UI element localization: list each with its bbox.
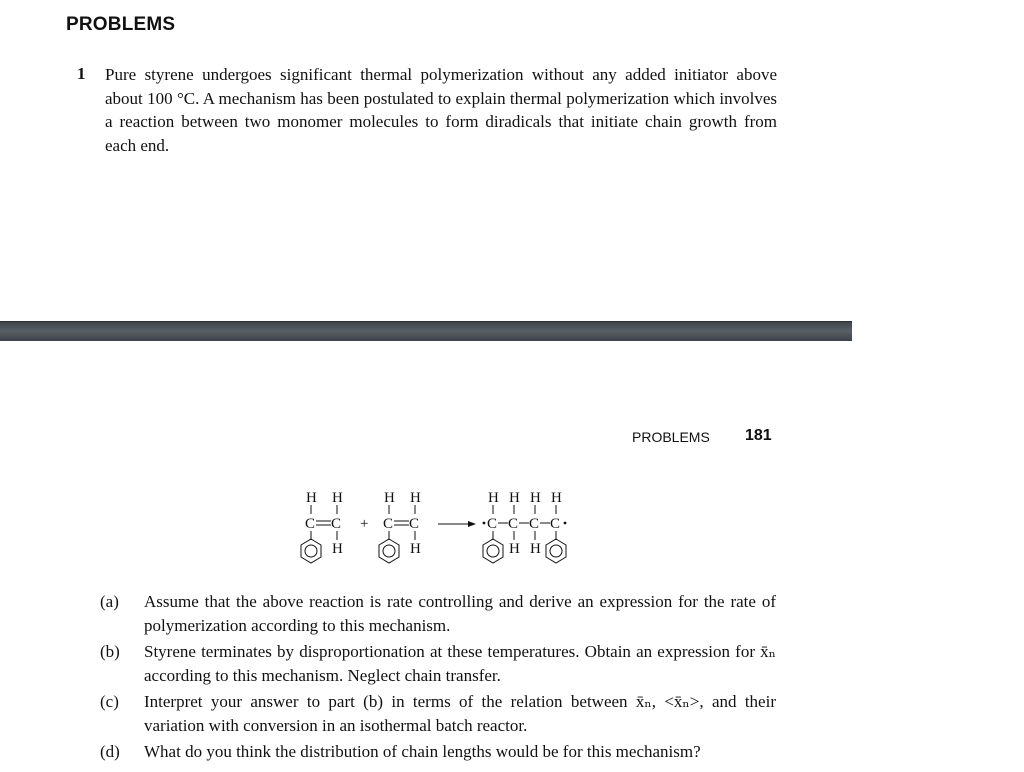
atom-h: H — [488, 490, 499, 506]
problem-text: Pure styrene undergoes significant thermal polymerization without any added initiator above about 100 °C. A mechanism has been postulated to explain thermal polymerization which involves a reaction between two monomer molecules to form diradicals that initiate chain growth from each end. — [105, 65, 777, 155]
atom-h: H — [509, 490, 520, 506]
atom-c: C — [550, 516, 561, 532]
part-d — [100, 740, 776, 764]
atom-c: C — [508, 516, 519, 532]
atom-c: C — [529, 516, 540, 532]
running-head: PROBLEMS — [632, 429, 710, 445]
styrene-monomer-1 — [301, 490, 343, 563]
part-label: (d) — [100, 742, 120, 761]
part-c — [100, 690, 776, 737]
styrene-monomer-2 — [379, 490, 421, 563]
part-a — [100, 590, 776, 637]
atom-c: C — [305, 516, 316, 532]
atom-h: H — [509, 541, 520, 557]
atom-c: C — [383, 516, 394, 532]
part-label: (c) — [100, 692, 119, 711]
part-text: Styrene terminates by disproportionation at these temperatures. Obtain an expression for x̄ₙ according to this mechanism. Neglect chain transfer. — [144, 642, 776, 685]
atom-h: H — [410, 541, 421, 557]
part-label: (a) — [100, 592, 119, 611]
part-text: Interpret your answer to part (b) in terms of the relation between x̄ₙ, <x̄ₙ>, and their variation with conversion in an isothermal batch reactor. — [144, 692, 776, 735]
atom-c: C — [487, 516, 498, 532]
atom-h: H — [306, 490, 317, 506]
atom-h: H — [530, 541, 541, 557]
plus-sign: + — [360, 516, 369, 532]
problem-number: 1 — [77, 64, 86, 83]
page-divider — [0, 321, 852, 341]
page-divider-edge — [0, 321, 852, 322]
problem-parts — [100, 590, 776, 767]
atom-c: C — [331, 516, 342, 532]
page-number: 181 — [745, 427, 772, 444]
part-b — [100, 640, 776, 687]
reaction-arrow-icon — [438, 521, 476, 527]
benzene-ring-icon — [483, 539, 503, 563]
section-heading: PROBLEMS — [66, 14, 176, 35]
benzene-ring-icon — [379, 539, 399, 563]
atom-h: H — [551, 490, 562, 506]
reaction-scheme — [290, 480, 590, 576]
atom-h: H — [410, 490, 421, 506]
atom-h: H — [530, 490, 541, 506]
part-text: What do you think the distribution of chain lengths would be for this mechanism? — [144, 742, 701, 761]
part-label: (b) — [100, 642, 120, 661]
diradical-product — [483, 490, 567, 563]
part-text: Assume that the above reaction is rate controlling and derive an expression for the rate of polymerization according to this mechanism. — [144, 592, 776, 635]
atom-h: H — [384, 490, 395, 506]
atom-h: H — [332, 490, 343, 506]
atom-c: C — [409, 516, 420, 532]
benzene-ring-icon — [546, 539, 566, 563]
benzene-ring-icon — [301, 539, 321, 563]
atom-h: H — [332, 541, 343, 557]
